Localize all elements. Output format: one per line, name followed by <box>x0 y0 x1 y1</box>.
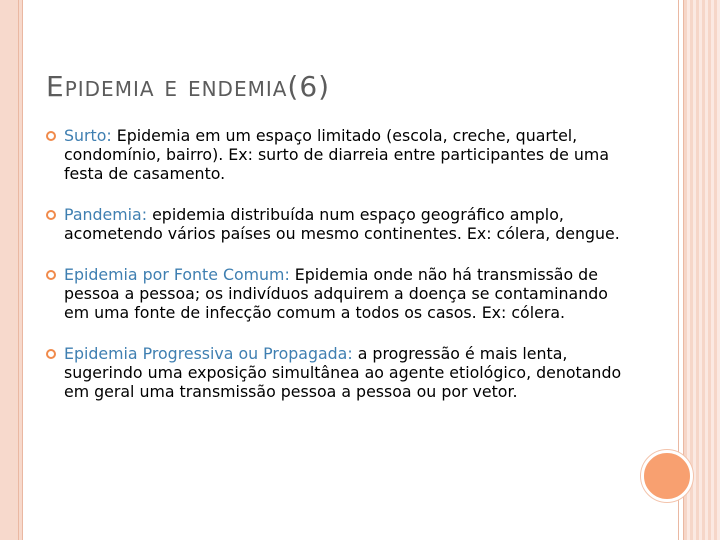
slide-title: Epidemia e endemia(6) <box>46 70 331 103</box>
bullet-circle-icon <box>46 349 56 359</box>
bullet-list <box>46 126 626 423</box>
bullet-term: Epidemia Progressiva ou Propagada: <box>64 344 353 363</box>
bullet-item-pandemia <box>46 205 626 243</box>
bullet-text: epidemia distribuída num espaço geográfico amplo, acometendo vários países ou mesmo continentes. Ex: cólera, dengue. <box>64 205 620 243</box>
bullet-text: Epidemia onde não há transmissão de pessoa a pessoa; os indivíduos adquirem a doença se contaminando em uma fonte de infecção comum a todos os casos. Ex: cólera. <box>64 265 608 322</box>
bullet-text: Epidemia em um espaço limitado (escola, creche, quartel, condomínio, bairro). Ex: surto de diarreia entre participantes de uma festa de casamento. <box>64 126 609 183</box>
bullet-item-surto <box>46 126 626 183</box>
bullet-circle-icon <box>46 210 56 220</box>
right-decorative-stripes <box>683 0 720 540</box>
bullet-term: Epidemia por Fonte Comum: <box>64 265 290 284</box>
bullet-item-progressiva <box>46 344 626 401</box>
bullet-term: Pandemia: <box>64 205 148 224</box>
bullet-circle-icon <box>46 270 56 280</box>
orange-circle-decoration <box>641 450 693 502</box>
bullet-text: a progressão é mais lenta, sugerindo uma exposição simultânea ao agente etiológico, denotando em geral uma transmissão pessoa a pessoa ou por vetor. <box>64 344 622 401</box>
bullet-term: Surto: <box>64 126 112 145</box>
bullet-item-fonte-comum <box>46 265 626 322</box>
left-decorative-border <box>0 0 23 540</box>
bullet-circle-icon <box>46 131 56 141</box>
